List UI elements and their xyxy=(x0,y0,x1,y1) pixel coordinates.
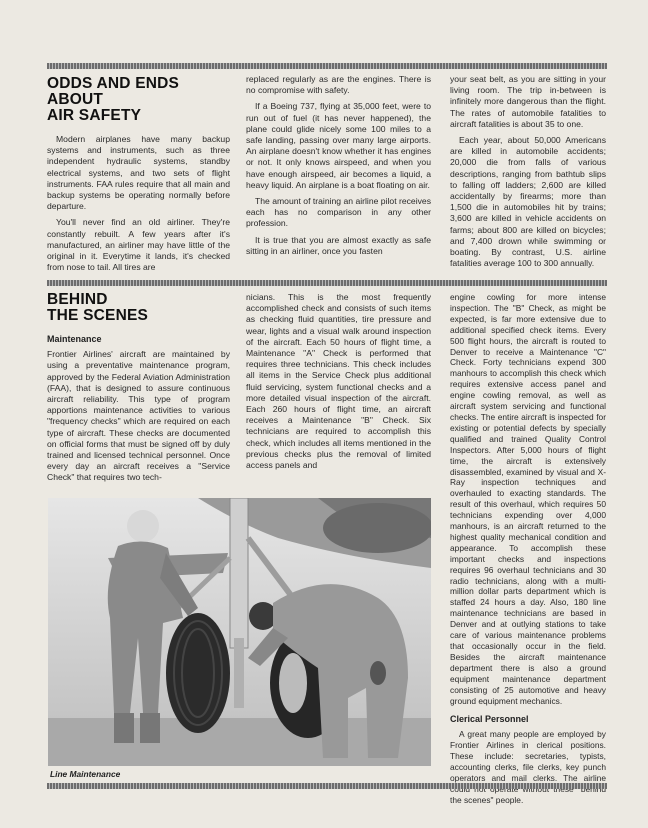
paragraph: You'll never find an old airliner. They're constantly rebuilt. A few years after it's manufactured, an airliner may have little of the original in it. Everytime it lands, it's checked from nose to tail. All tires are xyxy=(47,217,230,273)
behind-scenes-col-1 xyxy=(47,292,230,489)
air-safety-col-1 xyxy=(47,76,230,278)
bottom-divider xyxy=(47,783,607,789)
air-safety-title: ODDS AND ENDS ABOUT AIR SAFETY xyxy=(47,75,180,124)
paragraph: nicians. This is the most frequently accomplished check and consists of such items as checking fluid quantities, tire pressure and wear, lights and a visual walk around inspection of the aircraft. Each 50 hours of flight time, a Maintenance "A" Check is performed that requires three technicians. This check includes all items in the Service Check plus additional fluid servicing, system functional checks and a more detailed visual inspection of the aircraft. Each 260 hours of flight time, an aircraft receives a Maintenance "B" Check. Six technicians are required to accomplish this check, which includes all items mentioned in the previous checks plus the removal of limited access panels and xyxy=(246,292,431,471)
paragraph: Modern airplanes have many backup systems and instruments, such as three independent hydraulic systems, standby electrical systems, and two sets of flight instruments. FAA rules require that all main and backup systems be operating normally before departure. xyxy=(47,134,230,212)
maintenance-photo xyxy=(48,498,431,766)
paragraph: engine cowling for more intense inspection. The "B" Check, as might be expected, is far more extensive due to additional specified check items. Every 500 flight hours, the aircraft is routed to Denver to receive a Maintenance "C" Check. Forty technicians expend 300 manhours to accomplish this check which requires extensive access panel and engine cowling removal, as well as aircraft system servicing and functional checks. The entire aircraft is inspected for existing or potential defects by specially qualified and trained Quality Control Inspectors. After 5,000 hours of flight time, the aircraft is extensively disassembled, examined by visual and X-Ray inspection techniques and overhauled to exacting standards. The result of this overhaul, which requires 50 technicians expending over 4,000 manhours, is an aircraft returned to the highest quality mechanical condition and appearance. To accomplish these important checks and inspections requires 96 overhaul technicians and 30 radio technicians, along with a multi-million dollar parts department which is staffed 24 hours a day. Also, 180 line maintenance technicians are based in Denver and at outlying stations to take care of various maintenance problems that occasionally occur in the field. Besides the aircraft maintenance department there is also a ground equipment maintenance department consisting of 25 automotive and heavy ground equipment mechanics. xyxy=(450,292,606,706)
behind-scenes-col-3 xyxy=(450,292,606,811)
paragraph: replaced regularly as are the engines. There is no compromise with safety. xyxy=(246,74,431,96)
clerical-subhead: Clerical Personnel xyxy=(450,714,529,725)
paragraph: A great many people are employed by Frontier Airlines in clerical positions. These include: secretaries, typists, accounting clerks, file clerks, key punch operators and mail clerks. The airline the scenes" people. xyxy=(450,729,606,805)
paragraph: The amount of training an airline pilot receives each has no comparison in any other profession. xyxy=(246,196,431,229)
paragraph: If a Boeing 737, flying at 35,000 feet, were to run out of fuel (it has never happened), the plane could glide nicely some 100 miles to a safe landing, passing over many large airports. An airplane doesn't know whether it has engines or not. It only knows airspeed, and when you have enough airspeed, air becomes a liquid, a heavy liquid. An airplane is a boat floating on air. xyxy=(246,101,431,190)
paragraph: Each year, about 50,000 Americans are killed in automobile accidents; 20,000 die from falls of various descriptions, ranging from bathtub slips to falling off ladders; 2,600 are killed accidentally by firearms; more than 1,500 die in automobiles hit by trains; 3,600 are killed in vehicle accidents on farms; about 800 are killed on bicycles; and 7,400 drown while swimming or boating. By contrast, U.S. airline fatalities average 100 to 300 annually. xyxy=(450,135,606,269)
paragraph: Frontier Airlines' aircraft are maintained by using a preventative maintenance program, approved by the Federal Aviation Administration (FAA), that is designed to assure continuous aircraft reliability. This type of program apportions maintenance activities to various "frequency checks" which are required on each type of aircraft. These checks are documented on official forms that must be signed off by duly trained and licensed technical personnel. Once every day an aircraft receives a "Service Check" that requires two tech- xyxy=(47,349,230,483)
maintenance-subhead: Maintenance xyxy=(47,334,102,344)
middle-divider xyxy=(47,280,607,286)
paragraph: It is true that you are almost exactly as safe sitting in an airliner, once you fasten xyxy=(246,234,431,256)
paragraph: your seat belt, as you are sitting in your living room. The trip in-between is infinitely more dangerous than the flight. The rates of automobile fatalities to aircraft fatalities is about 35 to one. xyxy=(450,74,606,129)
air-safety-col-3 xyxy=(450,74,606,274)
top-divider xyxy=(47,63,607,69)
photo-caption: Line Maintenance xyxy=(50,769,121,779)
behind-scenes-title: BEHIND THE SCENES xyxy=(47,291,149,324)
photo-illustration xyxy=(48,498,431,766)
behind-scenes-col-2 xyxy=(246,292,431,476)
air-safety-col-2 xyxy=(246,74,431,262)
